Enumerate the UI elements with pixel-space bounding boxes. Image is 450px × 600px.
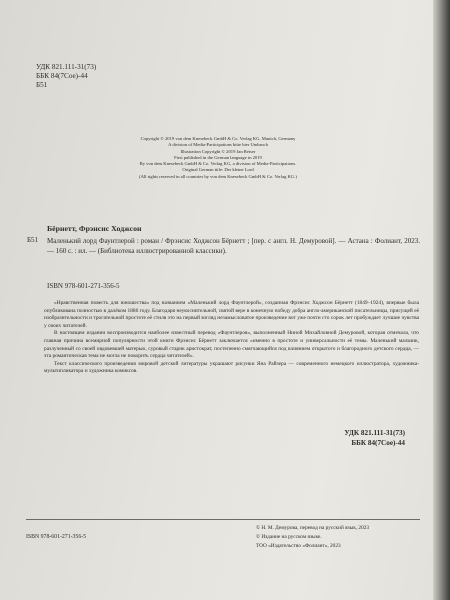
udk-code: УДК 821.111-31(73) (36, 63, 97, 71)
catalog-author: Бёрнетт, Фрэнсис Ходжсон (47, 224, 142, 233)
copyright-line: Illustration Copyright © 2019 Jan Reiser (180, 148, 256, 154)
copyright-line: By von dem Knesebeck GmbH & Co. Verlag KG, a division of Media-Participations. (139, 161, 297, 167)
rights-line: © Издание на русском языке. (256, 534, 322, 540)
catalog-description: Маленький лорд Фаунтлерой : роман / Фрэнсис Ходжсон Бёрнетт ; [пер. с англ. Н. Демуровой]. — Астана : Фолиант, 2023. — 160 с. : ил. — (Библиотека иллюстрированной классики). (47, 237, 420, 255)
bottom-classification (344, 428, 405, 448)
catalog-isbn: ISBN 978-601-271-356-5 (47, 282, 120, 290)
annotation-paragraph: «Нравственная повесть для юношества» под названием «Маленький лорд Фаунтлерой», созданная Фрэнсис Ходжсон Бёрнетт (1849–1924), впервые была опубликована полностью в далёком 1886 году. Благодаря неукоснительной, святой вере в конечную победу добра англо-американской писательницы, присущей её изобразительности и трогательной простоте её стиля это на первый взгляд незамысловатое произведение вот уже почти сто сорок лет пробуждает лучшие чувства у своих читателей. (44, 300, 419, 329)
copyright-line: Original German title: Der kleine Lord (182, 167, 254, 173)
copyright-line: A division of Media-Participations bitte hier Umbruch (168, 142, 268, 148)
udk-code-bottom: УДК 821.111-31(73) (344, 429, 405, 437)
bbk-code-bottom: ББК 84(7Сое)-44 (351, 439, 405, 447)
top-classification (36, 63, 96, 90)
rights-line: ТОО «Издательство «Фолиант», 2023 (256, 543, 341, 549)
copyright-line: First published in the German language in 2019 (174, 154, 262, 160)
annotation-paragraph: В настоящем издании воспроизводится наиболее известный перевод «Фаунтлероя», выполненный Ниной Михайловной Демуровой, которая отмечала, что главная причина всемирной популярности этой книги Фрэнсис Бёрнетт заключается «именно в простоте и универсальности её темы. Маленький мальчик, разлученный со своей овдовевшей матерью, суровый старик аристократ, постепенно смягчающийся под влиянием открытого и благородного детского сердца, — эта романтическая тема не могла не покорить сердца читателей». (44, 330, 419, 360)
bbk-code: ББК 84(7Сое)-44 (36, 72, 88, 80)
annotation (44, 300, 419, 376)
footer-isbn: ISBN 978-601-271-356-5 (26, 534, 87, 540)
copyright-line: (All rights reserved in all countries by von dem Knesebeck GmbH & Co. Verlag KG.) (139, 173, 297, 179)
footer-rights (256, 524, 369, 551)
catalog-index-left: Б51 (27, 236, 39, 244)
catalog-index: Б51 (36, 81, 48, 89)
copyright-line: Copyright © 2019 von dem Knesebeck GmbH & Co. Verlag KG, Munich, Germany (140, 136, 296, 141)
rights-line: © Н. М. Демурова, перевод на русский язык, 2023 (256, 525, 370, 531)
annotation-paragraph: Текст классического произведения мировой детской литературы украшают рисунки Яна Райзера — современного немецкого иллюстратора, художника-мультипликатора и художника комиксов. (44, 360, 419, 375)
footer-divider (26, 519, 420, 520)
book-gutter (433, 0, 450, 600)
copyright-block (108, 136, 328, 180)
